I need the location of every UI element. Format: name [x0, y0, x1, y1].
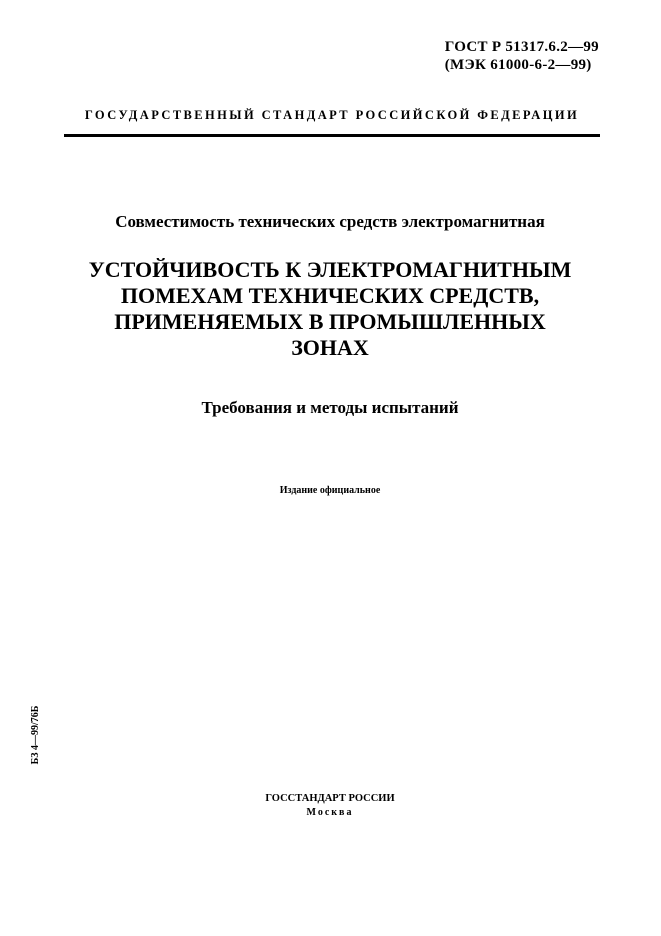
gost-number: ГОСТ Р 51317.6.2—99 — [444, 39, 599, 55]
publisher-city: Москва — [306, 807, 354, 818]
iec-number: (МЭК 61000-6-2—99) — [444, 57, 592, 73]
main-title-line: УСТОЙЧИВОСТЬ К ЭЛЕКТРОМАГНИТНЫМ — [88, 257, 572, 282]
publisher-block — [40, 792, 620, 820]
publisher-name: ГОССТАНДАРТ РОССИИ — [265, 793, 395, 804]
subtitle: Требования и методы испытаний — [201, 398, 459, 417]
header-divider — [64, 134, 600, 137]
side-code: БЗ 4—99/76Б — [30, 705, 41, 765]
main-title-line: ПРИМЕНЯЕМЫХ В ПРОМЫШЛЕННЫХ — [114, 309, 546, 334]
subject-title: Совместимость технических средств электромагнитная — [115, 212, 545, 231]
standard-designation — [445, 38, 599, 74]
edition-note: Издание официальное — [279, 485, 381, 496]
main-title — [40, 257, 620, 361]
state-standard-heading: ГОСУДАРСТВЕННЫЙ СТАНДАРТ РОССИЙСКОЙ ФЕДЕРАЦИИ — [84, 108, 580, 122]
main-title-line: ПОМЕХАМ ТЕХНИЧЕСКИХ СРЕДСТВ, — [120, 283, 540, 308]
main-title-line: ЗОНАХ — [291, 335, 369, 360]
